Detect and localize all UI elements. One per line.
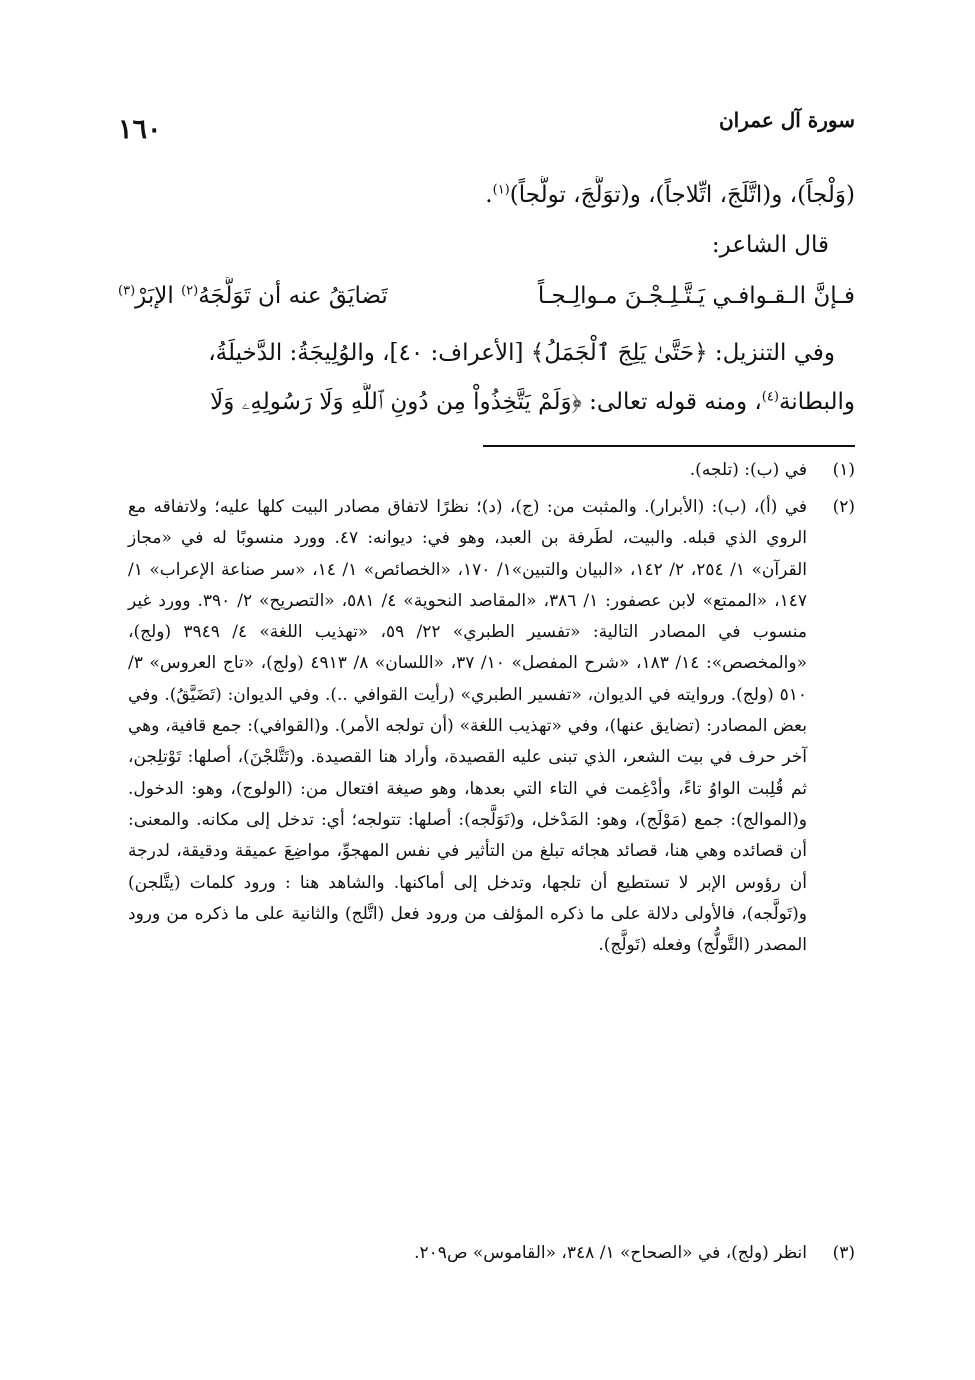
footnote-3: [128, 1238, 855, 1269]
footnote-ref-4: (٤): [761, 389, 779, 405]
footnote-text: في (ب): (تلجه).: [689, 460, 807, 480]
main-text-line-2: قال الشاعر:: [711, 232, 829, 258]
footnote-separator: [483, 445, 855, 447]
footnote-ref-1: (١): [492, 182, 510, 198]
verse-first-hemistich: فـإنَّ الـقـوافـي يَـتَّـلِـجْـنَ مـوالِـجـاً: [537, 283, 855, 309]
footnote-text: في (أ)، (ب): (الأبرار). والمثبت من: (ج)، (د)؛ نظرًا لاتفاق مصادر البيت كلها عليه؛ ولاتفاقه مع الروي الذي قبله. والبيت، لطَرفة بن العبد، وهو في: ديوانه: ٤٧. وورد منسوبًا له في «مجاز القرآن» ١/ ٢٥٤، ٢/ ١٤٢، «البيان والتبين»١/ ١٧٠، «الخصائص» ١/ ١٤، «سر صناعة الإعراب» ١/ ١٤٧، «الممتع» لابن عصفور: ١/ ٣٨٦، «المقاصد النحوية» ٤/ ٥٨١، «التصريح» ٢/ ٣٩٠. وورد غير منسوب في المصادر التالية: «تفسير الطبري» ٢٢/ ٥٩، «تهذيب اللغة» ٤/ ٣٩٤٩ (ولج)، «والمخصص»: ١٤/ ١٨٣، «شرح المفصل» ١٠/ ٣٧، «اللسان» ٨/ ٤٩١٣ (ولج)، «تاج العروس» ٣/ ٥١٠ (ولج). وروايته في الديوان، «تفسير الطبري» (رأيت القوافي ..). وفي الديوان: (تَضَيَّقُ). وفي بعض المصادر: (تضايق عنها)، وفي «تهذيب اللغة» (أن تولجه الأمر). و(القوافي): جمع قافية، وهي آخر حرف في بيت الشعر، الذي تبنى عليه القصيدة، وأراد هنا القصيدة. و(تَتَّلجْنَ)، أصلها: تَوْتلِجن، ثم قُلِبت الواوُ تاءً، وأدْغِمت في التاء التي بعدها، وهو صيغة افتعال من: (الولوج)، وهو: الدخول. و(الموالج): جمع (مَوْلَج)، وهو: المَدْخل، و(تَوَلَّجه): أصلها: تتولجه؛ أي: تدخل إلى مكانه. والمعنى: أن قصائده وهي هنا، قصائد هجائه تبلغ من التأثير في نفس المهجوِّ، مواضِعَ عميقة ودقيقة، لدرجة أن رؤوس الإبر لا تستطيع أن تلجها، وتدخل إلى أماكنها. والشاهد هنا : ورود كلمات (يتَّلجن) و(تَولَّجه)، فالأولى دلالة على ما ذكره المؤلف من ورود فعل (اتَّلج) والثانية على ما ذكره من ورود المصدر (التَّولُّج) وفعله (تَولَّج).: [128, 497, 808, 956]
footnote-number: (١): [832, 460, 855, 480]
footnote-1: [128, 455, 855, 486]
main-text-line-1: (وَلْجاً)، و(اتَّلَجَ، اتِّلاجاً)، و(توَلَّجَ، تولُّجاً)$^{(١)}$.: [485, 182, 855, 208]
poetry-verse: [118, 277, 855, 315]
footnote-ref-3: (٣): [118, 283, 136, 299]
main-text-line-4: وفي التنزيل: ﴿حَتَّىٰ يَلِجَ ٱلْجَمَلُ﴾ [الأعراف: ٤٠]، والوُلِيجَةُ: الدَّخيلَةُ،: [208, 340, 835, 366]
page-number: ١٦٠: [118, 114, 162, 145]
footnote-number: (٣): [832, 1243, 855, 1263]
footnote-text: انظر (ولج)، في «الصحاح» ١/ ٣٤٨، «القاموس» ص٢٠٩.: [414, 1243, 807, 1263]
footnote-2: [128, 492, 855, 961]
footnote-number: (٢): [832, 497, 855, 517]
main-text-line-5: والبطانة$^{(٤)}$، ومنه قوله تعالى: ﴿وَلَمْ يَتَّخِذُواْ مِن دُونِ ٱللَّهِ وَلَا رَسُولِهِۦ وَلَا: [210, 389, 855, 415]
footnote-ref-2: (٢): [181, 283, 199, 299]
page-header: [118, 108, 855, 148]
surah-title: سورة آل عمران: [718, 108, 855, 132]
verse-second-hemistich: تَضايَقُ عنه أن تَوَلَّجَهُ$^{(٢)}$ الإبَرْ$^{(٣)}$: [118, 283, 388, 309]
